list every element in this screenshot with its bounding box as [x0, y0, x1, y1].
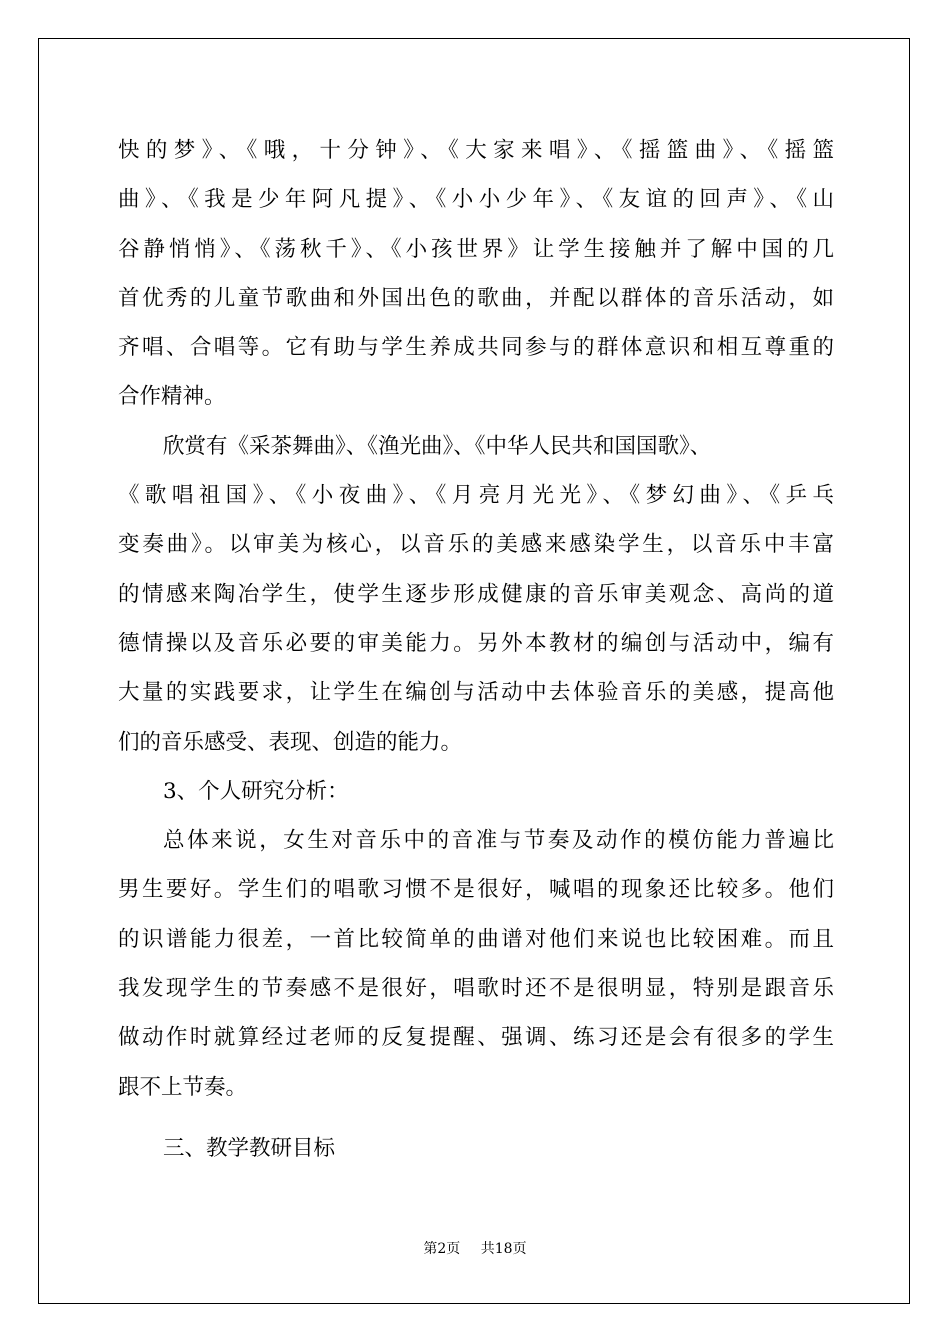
text-line: 做动作时就算经过老师的反复提醒、强调、练习还是会有很多的学生: [118, 1025, 834, 1051]
text-line: 的识谱能力很差，一首比较简单的曲谱对他们来说也比较困难。而且: [118, 926, 834, 952]
text-line: 德情操以及音乐必要的审美能力。另外本教材的编创与活动中，编有: [118, 630, 834, 656]
text-line: 欣赏有《采茶舞曲》、《渔光曲》、《中华人民共和国国歌》、: [163, 433, 712, 459]
text-line: 变奏曲》。以审美为核心，以音乐的美感来感染学生，以音乐中丰富: [118, 532, 834, 558]
section-heading: 3、个人研究分析：: [163, 778, 349, 804]
text-line: 男生要好。学生们的唱歌习惯不是很好，喊唱的现象还比较多。他们: [118, 877, 834, 903]
text-line: 快的梦》、《哦，十分钟》、《大家来唱》、《摇篮曲》、《摇篮: [118, 138, 834, 163]
text-line: 大量的实践要求，让学生在编创与活动中去体验音乐的美感，提高他: [118, 680, 834, 706]
text-line: 的情感来陶冶学生，使学生逐步形成健康的音乐审美观念、高尚的道: [118, 581, 834, 607]
section-heading: 三、教学教研目标: [163, 1135, 336, 1161]
text-line: 们的音乐感受、表现、创造的能力。: [118, 729, 463, 755]
page-number: 第2页: [423, 1241, 461, 1257]
text-line: 曲》、《我是少年阿凡提》、《小小少年》、《友谊的回声》、《山: [118, 187, 834, 213]
text-line: 谷静悄悄》、《荡秋千》、《小孩世界》让学生接触并了解中国的几: [118, 236, 834, 262]
page-total: 共18页: [480, 1241, 527, 1257]
page-footer: [0, 1238, 950, 1258]
text-line: 总体来说，女生对音乐中的音准与节奏及动作的模仿能力普遍比: [163, 828, 834, 854]
text-line: 齐唱、合唱等。它有助与学生养成共同参与的群体意识和相互尊重的: [118, 335, 834, 361]
text-line: 首优秀的儿童节歌曲和外国出色的歌曲，并配以群体的音乐活动，如: [118, 285, 834, 311]
text-line: 合作精神。: [118, 384, 226, 410]
text-line: 我发现学生的节奏感不是很好，唱歌时还不是很明显，特别是跟音乐: [118, 976, 834, 1002]
document-body: [118, 126, 834, 1173]
text-line: 跟不上节奏。: [118, 1074, 248, 1100]
text-line: 《歌唱祖国》、《小夜曲》、《月亮月光光》、《梦幻曲》、《乒乓: [118, 483, 834, 509]
